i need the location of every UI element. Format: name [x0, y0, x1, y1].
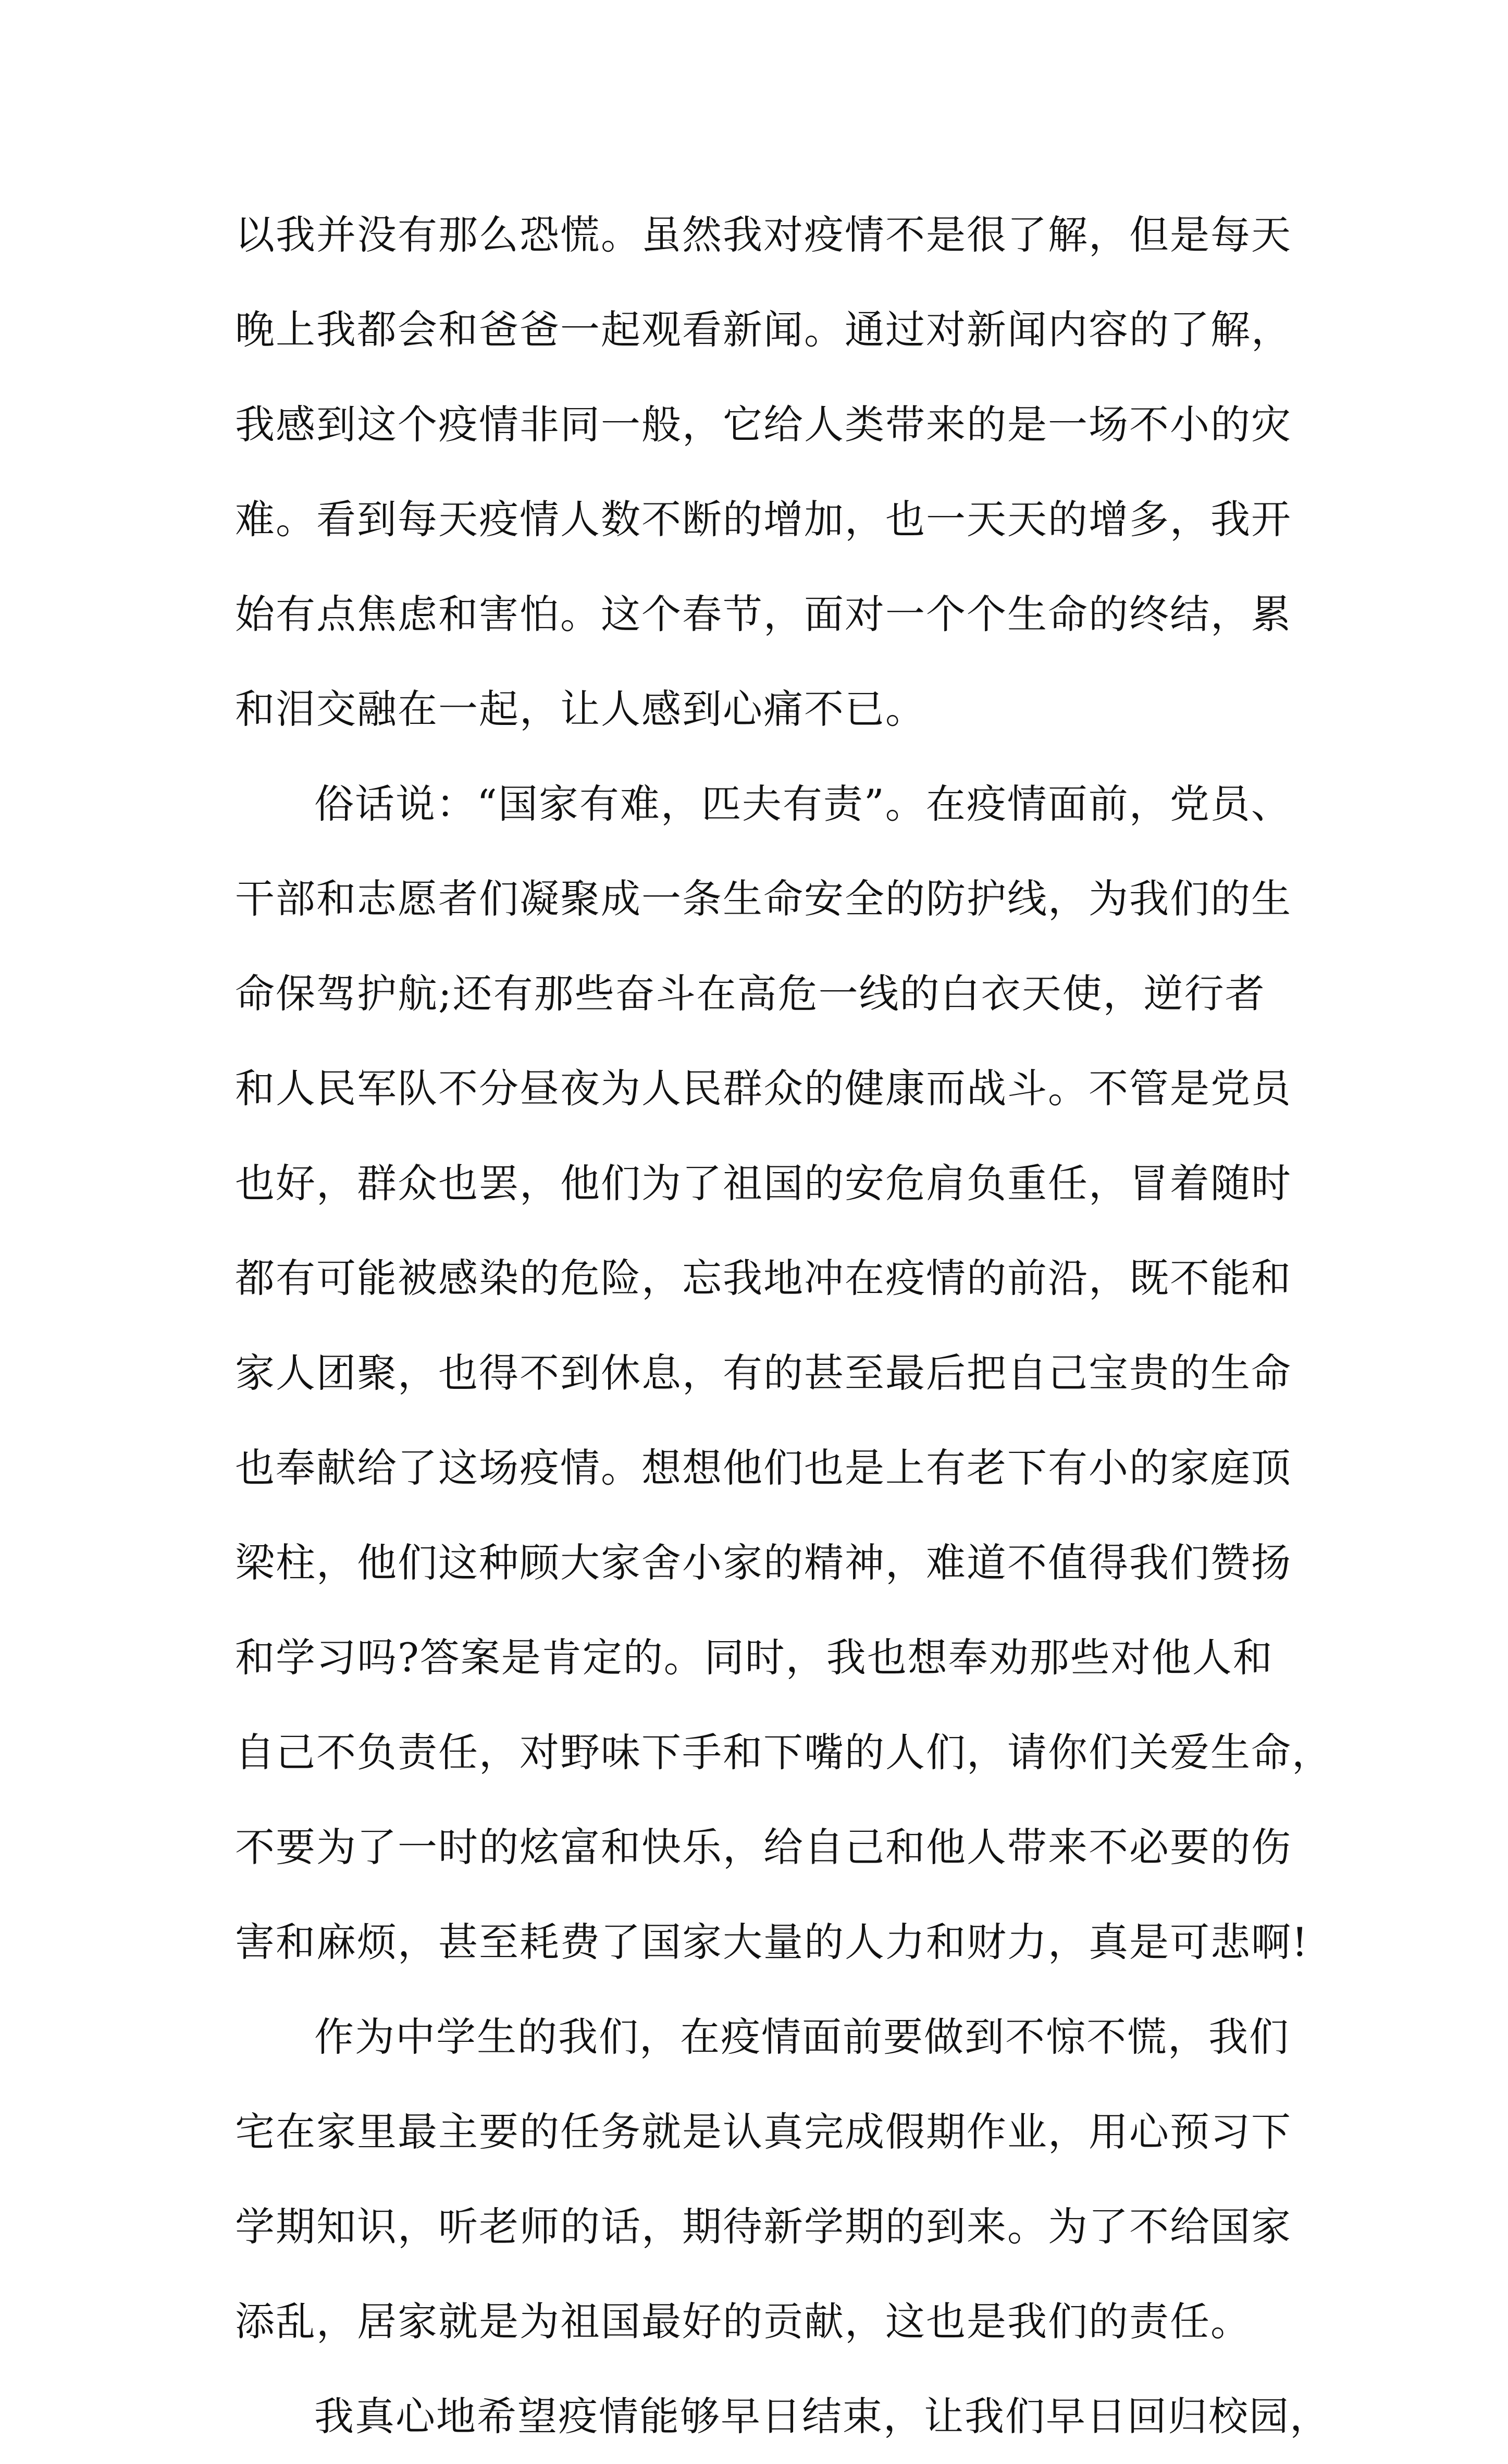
- text-line: 学期知识，听老师的话，期待新学期的到来。为了不给国家: [235, 2203, 1292, 2250]
- paragraph-start-line: 作为中学生的我们，在疫情面前要做到不惊不慌，我们: [314, 2014, 1290, 2060]
- text-line: 也奉献给了这场疫情。想想他们也是上有老下有小的家庭顶: [235, 1445, 1292, 1491]
- text-line: 始有点焦虑和害怕。这个春节，面对一个个生命的终结，累: [235, 591, 1292, 637]
- text-line: 添乱，居家就是为祖国最好的贡献，这也是我们的责任。: [235, 2298, 1251, 2345]
- text-line: 和学习吗?答案是肯定的。同时，我也想奉劝那些对他人和: [235, 1634, 1274, 1681]
- essay-body: [235, 188, 1332, 2464]
- text-line: 不要为了一时的炫富和快乐，给自己和他人带来不必要的伤: [235, 1824, 1292, 1870]
- text-line: 我感到这个疫情非同一般，它给人类带来的是一场不小的灾: [235, 401, 1292, 448]
- text-line: 晚上我都会和爸爸一起观看新闻。通过对新闻内容的了解，: [235, 306, 1292, 353]
- text-line: 也好，群众也罢，他们为了祖国的安危肩负重任，冒着随时: [235, 1160, 1292, 1206]
- text-line: 干部和志愿者们凝聚成一条生命安全的防护线，为我们的生: [235, 876, 1292, 922]
- text-line: 都有可能被感染的危险，忘我地冲在疫情的前沿，既不能和: [235, 1255, 1292, 1301]
- paragraph-start-line: 我真心地希望疫情能够早日结束，让我们早日回归校园，: [314, 2393, 1330, 2440]
- text-line: 和人民军队不分昼夜为人民群众的健康而战斗。不管是党员: [235, 1065, 1292, 1112]
- text-line: 命保驾护航;还有那些奋斗在高危一线的白衣天使，逆行者: [235, 970, 1266, 1017]
- paragraph-start-line: 俗话说：“国家有难，匹夫有责”。在疫情面前，党员、: [314, 781, 1292, 827]
- text-line: 难。看到每天疫情人数不断的增加，也一天天的增多，我开: [235, 496, 1292, 543]
- text-line: 梁柱，他们这种顾大家舍小家的精神，难道不值得我们赞扬: [235, 1539, 1292, 1586]
- text-line: 害和麻烦，甚至耗费了国家大量的人力和财力，真是可悲啊!: [235, 1919, 1309, 1965]
- text-line: 以我并没有那么恐慌。虽然我对疫情不是很了解，但是每天: [235, 212, 1292, 258]
- text-line: 宅在家里最主要的任务就是认真完成假期作业，用心预习下: [235, 2109, 1292, 2155]
- text-line: 自己不负责任，对野味下手和下嘴的人们，请你们关爱生命，: [235, 1729, 1332, 1776]
- text-line: 和泪交融在一起，让人感到心痛不已。: [235, 686, 926, 732]
- text-line: 家人团聚，也得不到休息，有的甚至最后把自己宝贵的生命: [235, 1350, 1292, 1396]
